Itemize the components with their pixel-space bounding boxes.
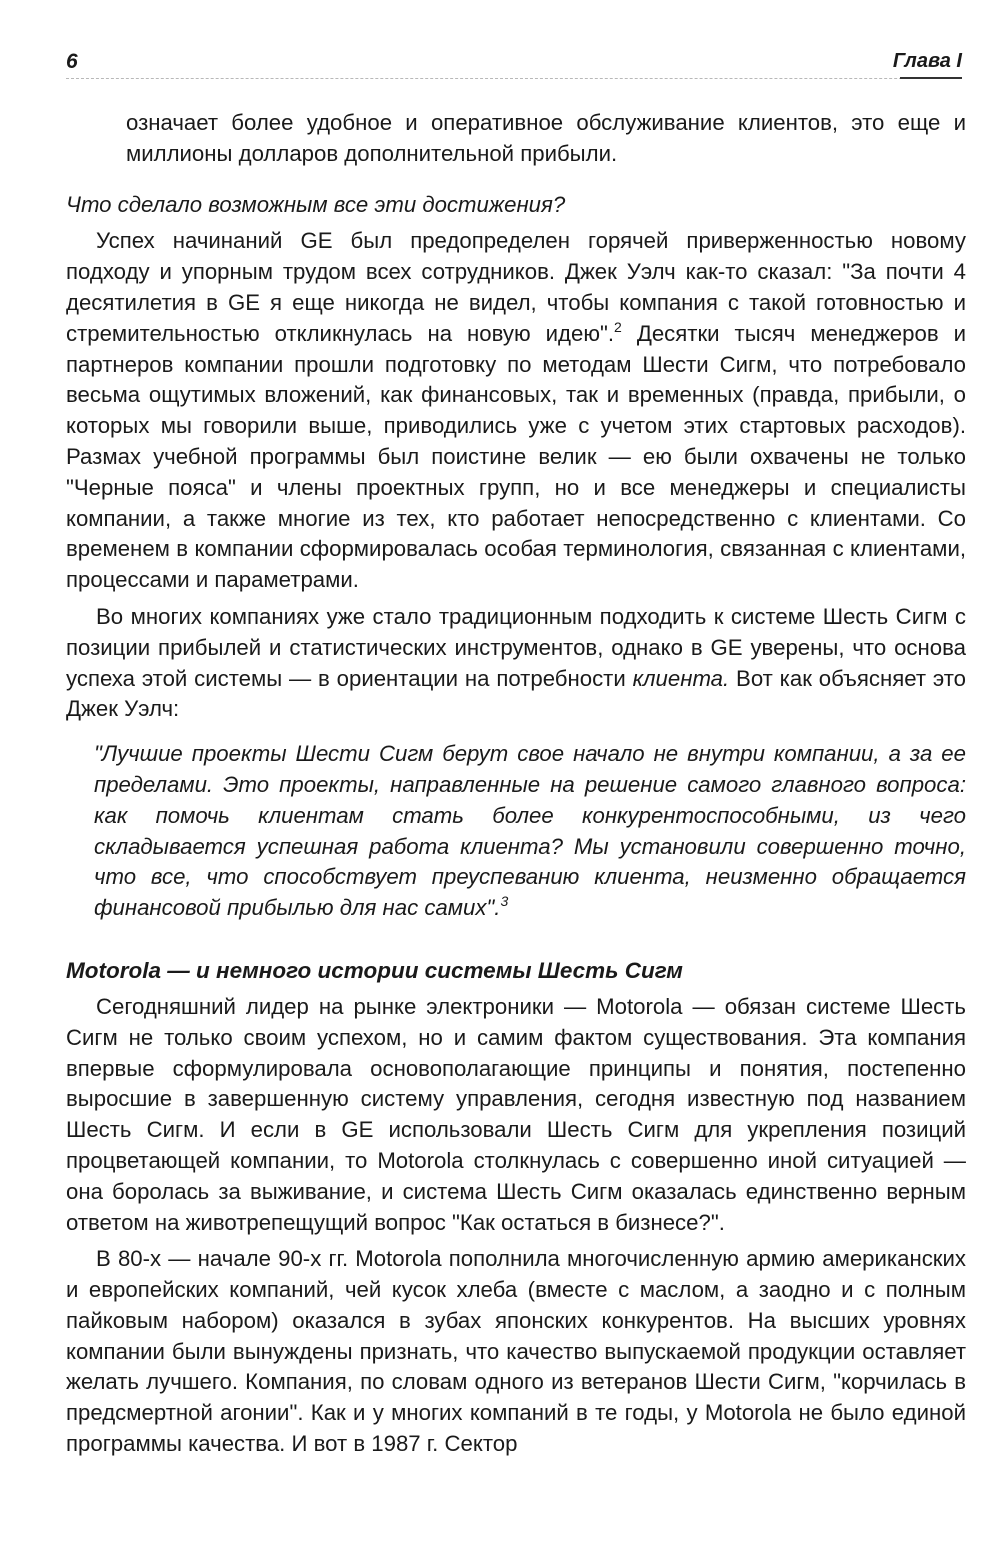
quote-text: "Лучшие проекты Шести Сигм берут свое начало не внутри компании, а за ее пределами. Это проекты, направленные на решение самого главного вопроса: как помочь клиентам стать более конкурентоспособными, из чего складывается успешная работа клиента? Мы установили совершенно точно, что все, что способствует преуспеванию клиента, неизменно обращается финансовой прибылью для нас самих". [94,741,966,921]
page-number: 6 [66,50,78,73]
paragraph-motorola-history: В 80-х — начале 90-х гг. Motorola пополнила многочисленную армию американских и европейских компаний, чей кусок хлеба (вместе с маслом, а заодно и с полным пайковым набором) оказался в зубах японских конкурентов. На высших уровнях компании были вынуждены признать, что качество выпускаемой продукции оставляет желать лучшего. Компания, по словам одного из ветеранов Шести Сигм, "корчилась в предсмертной агонии". Как и у многих компаний в те годы, у Motorola не было единой программы качества. И вот в 1987 г. Сектор [66,1246,966,1457]
footnote-ref-3: 3 [500,893,509,910]
running-header [66,48,962,79]
paragraph-text: Успех начинаний GE был предопределен горячей приверженностью новому подходу и упорным трудом всех сотрудников. Джек Уэлч как-то сказал: "За почти 4 десятилетия в GE я еще никогда не видел, чтобы компания с такой готовностью и стремительностью откликнулась на новую идею". [66,228,966,346]
body-text [66,108,966,1460]
paragraph-customer-focus [66,602,966,725]
paragraph-text: Во многих компаниях уже стало традиционным подходить к системе Шесть Сигм с позиции прибылей и статистических инструментов, однако в GE уверены, что основа успеха этой системы — в ориентации на потребности [66,603,966,691]
paragraph-motorola: Сегодняшний лидер на рынке электроники — Motorola — обязан системе Шесть Сигм не только своим успехом, но и самим фактом существования. Эта компания впервые сформулировала основополагающие принципы и понятия, постепенно выросшие в завершенную систему управления, сегодня известную под названием Шесть Сигм. И если в GE использовали Шесть Сигм для укрепления позиций процветающей компании, то Motorola столкнулась с совершенно иной ситуацией — она боролась за выживание, и система Шесть Сигм оказалась единственно верным ответом на животрепещущий вопрос "Как остаться в бизнесе?". [66,993,966,1235]
paragraph-text: Десятки тысяч менеджеров и партнеров компании прошли подготовку по методам Шести Сигм, что потребовало весьма ощутимых вложений, как финансовых, так и временных (правда, прибыли, о которых мы говорили выше, приводились уже с учетом этих стартовых расходов). Размах учебной программы был поистине велик — ею были охвачены не только "Черные пояса" и члены проектных групп, но и все менеджеры и специалисты компании, а также многие из тех, кто работает непосредственно с клиентами. Со временем в компании сформировалась особая терминология, связанная с клиентами, процессами и параметрами. [66,320,966,593]
paragraph-text: Вот как объясняет это Джек Уэлч: [66,665,966,722]
header-rule [900,77,962,79]
paragraph-ge-success [66,226,966,596]
italic-question: Что сделало возможным все эти достижения? [66,191,566,217]
footnote-ref-2: 2 [614,318,622,335]
paragraph-continued: означает более удобное и оперативное обслуживание клиентов, это еще и миллионы долларов дополнительной прибыли. [126,110,966,166]
welch-quote [66,739,966,924]
chapter-label: Глава I [892,50,962,72]
section-heading: Motorola — и немного истории системы Шесть Сигм [66,957,683,983]
emphasis-client: клиента. [632,665,730,691]
